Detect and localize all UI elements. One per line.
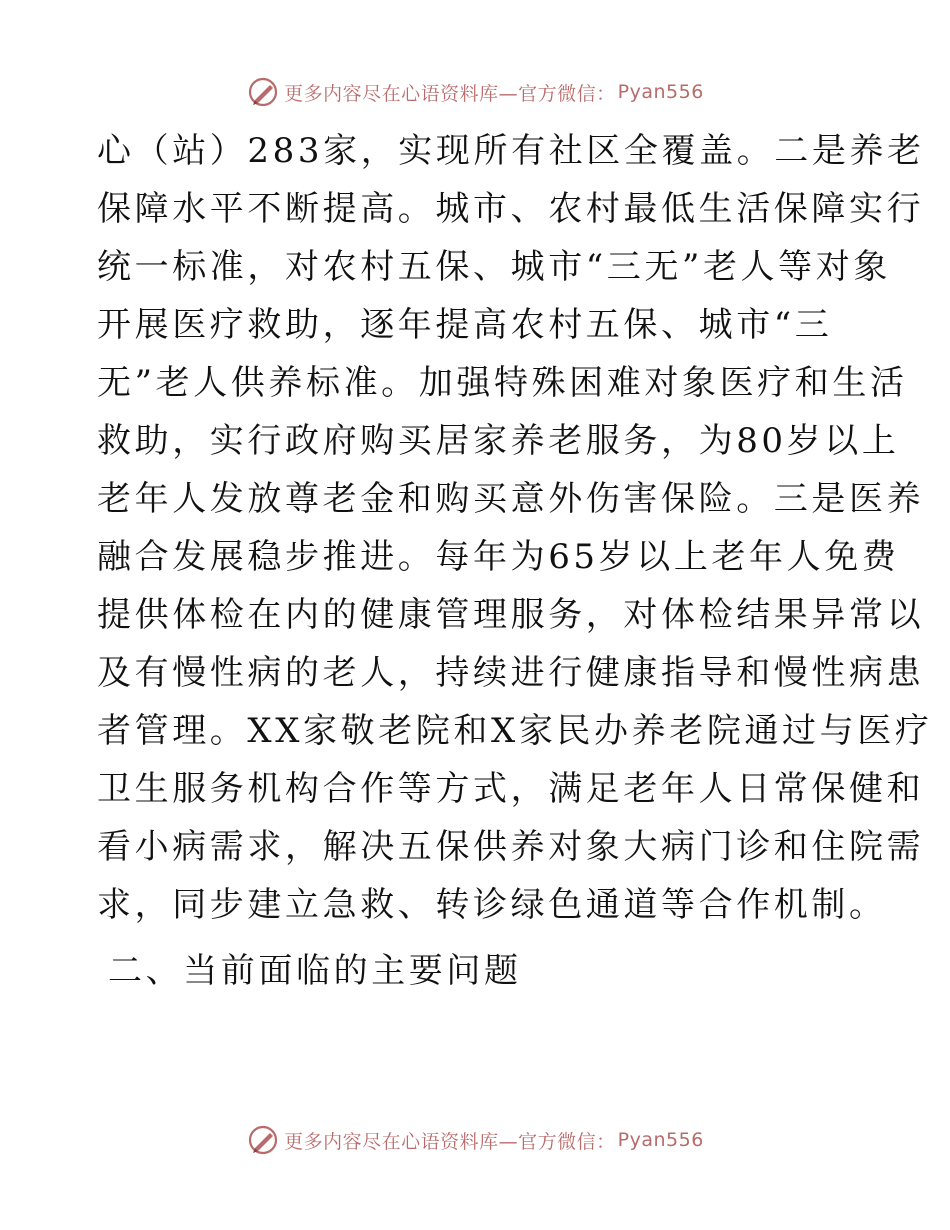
text-line: 看小病需求，解决五保供养对象大病门诊和住院需	[97, 827, 925, 867]
watermark-contact: Pyan556	[617, 81, 704, 103]
text-line: 无”老人供养标准。加强特殊困难对象医疗和生活	[97, 363, 908, 403]
footer-watermark	[0, 1120, 950, 1160]
text-line: 及有慢性病的老人，持续进行健康指导和慢性病患	[97, 653, 925, 693]
body-paragraph	[97, 122, 933, 934]
text-line: 者管理。XX家敬老院和X家民办养老院通过与医疗	[97, 711, 933, 751]
text-line: 保障水平不断提高。城市、农村最低生活保障实行	[97, 189, 925, 229]
text-line: 老年人发放尊老金和购买意外伤害保险。三是医养	[97, 479, 925, 519]
text-line: 提供体检在内的健康管理服务，对体检结果异常以	[97, 595, 925, 635]
watermark-contact: Pyan556	[617, 1129, 704, 1151]
watermark-text: 更多内容尽在心语资料库—官方微信：	[284, 1130, 616, 1153]
text-line: 融合发展稳步推进。每年为65岁以上老年人免费	[97, 537, 900, 577]
text-line: 救助，实行政府购买居家养老服务，为80岁以上	[97, 421, 900, 461]
watermark-text: 更多内容尽在心语资料库—官方微信：	[284, 82, 616, 105]
section-heading: 二、当前面临的主要问题	[108, 951, 522, 991]
text-line: 开展医疗救助，逐年提高农村五保、城市“三	[97, 305, 833, 345]
pen-logo-icon	[246, 1123, 280, 1157]
text-line: 卫生服务机构合作等方式，满足老年人日常保健和	[97, 769, 925, 809]
text-line: 心（站）283家，实现所有社区全覆盖。二是养老	[97, 131, 925, 171]
pen-logo-icon	[246, 75, 280, 109]
header-watermark	[0, 72, 950, 112]
text-line: 统一标准，对农村五保、城市“三无”老人等对象	[97, 247, 891, 287]
text-line: 求，同步建立急救、转诊绿色通道等合作机制。	[97, 885, 887, 925]
